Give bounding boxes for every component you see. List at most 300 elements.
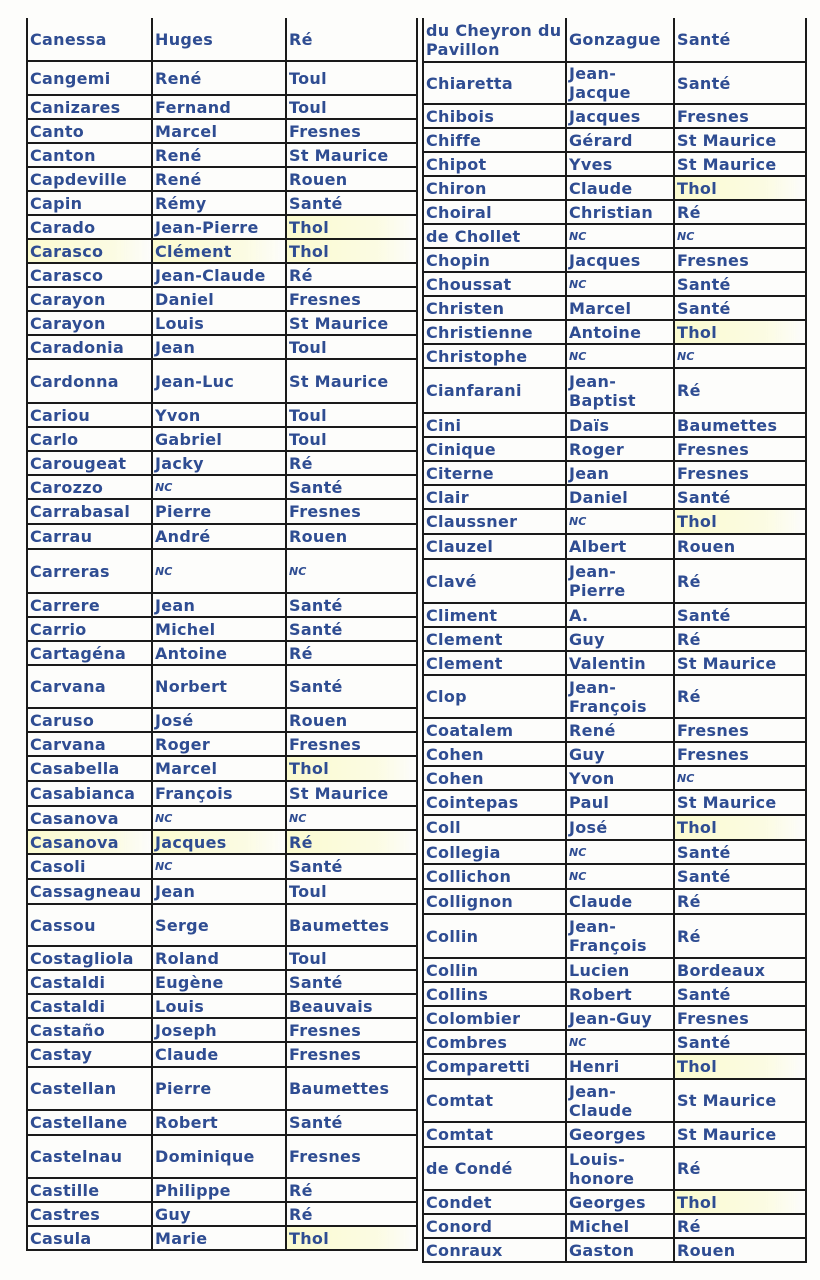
first-name-cell: NC [566,224,674,248]
location-cell: Ré [286,1202,417,1226]
first-name-cell: Gonzague [566,18,674,62]
first-name-cell: Jean [152,879,286,904]
table-row [27,617,417,641]
surname-cell: Chiffe [423,128,566,152]
first-name-cell: Albert [566,534,674,559]
location-cell: Baumettes [286,904,417,946]
location-cell: Ré [674,675,806,718]
first-name-cell: NC [566,840,674,864]
table-row [423,534,806,559]
location-cell: Fresnes [286,1018,417,1042]
location-cell: Ré [674,1147,806,1190]
location-cell: Fresnes [674,461,806,485]
table-row [27,1018,417,1042]
surname-cell: Canessa [27,18,152,61]
surname-cell: Cointepas [423,790,566,815]
table-row [423,815,806,840]
surname-cell: Carvana [27,665,152,708]
surname-cell: Chiron [423,176,566,200]
surname-cell: du Cheyron du Pavillon [423,18,566,62]
location-cell: NC [674,766,806,790]
surname-cell: Choiral [423,200,566,224]
table-row [423,413,806,437]
first-name-cell: Robert [152,1110,286,1135]
first-name-cell: Marcel [152,119,286,143]
first-name-cell: NC [566,344,674,368]
first-name-cell: NC [152,475,286,499]
location-cell: Thol [674,1054,806,1079]
table-row [27,119,417,143]
surname-cell: Christienne [423,320,566,344]
table-row [27,593,417,617]
surname-cell: Climent [423,603,566,627]
first-name-cell: Claude [566,889,674,914]
location-cell: Santé [674,296,806,320]
location-cell: Santé [674,864,806,889]
location-cell: Baumettes [674,413,806,437]
surname-cell: Carrau [27,524,152,549]
location-cell: Ré [286,18,417,61]
table-row [27,239,417,263]
table-row [423,461,806,485]
surname-cell: Costagliola [27,946,152,970]
location-cell: St Maurice [286,143,417,167]
first-name-cell: Serge [152,904,286,946]
first-name-cell: Lucien [566,958,674,982]
surname-cell: Casula [27,1226,152,1250]
first-name-cell: Dominique [152,1135,286,1178]
table-row [27,708,417,732]
first-name-cell: NC [566,509,674,534]
location-cell: Toul [286,95,417,119]
surname-cell: Collignon [423,889,566,914]
surname-cell: Christophe [423,344,566,368]
first-name-cell: René [152,143,286,167]
first-name-cell: Jean [566,461,674,485]
table-row [27,1067,417,1110]
surname-cell: Coll [423,815,566,840]
location-cell: Beauvais [286,994,417,1018]
surname-cell: Christen [423,296,566,320]
table-row [423,1054,806,1079]
location-cell: St Maurice [674,1079,806,1122]
location-cell: Ré [674,914,806,958]
surname-cell: Casanova [27,830,152,854]
location-cell: Fresnes [674,248,806,272]
first-name-cell: Jean-Claude [152,263,286,287]
location-cell: Santé [286,191,417,215]
first-name-cell: Jean-François [566,914,674,958]
surname-cell: Clement [423,651,566,675]
first-name-cell: NC [566,1030,674,1054]
surname-cell: Collichon [423,864,566,889]
location-cell: Fresnes [286,1042,417,1067]
first-name-cell: Pierre [152,499,286,524]
location-cell: Ré [286,263,417,287]
first-name-cell: Louis [152,994,286,1018]
location-cell: Thol [674,509,806,534]
table-row [423,651,806,675]
location-cell: St Maurice [674,651,806,675]
table-row [27,806,417,830]
location-cell: NC [674,224,806,248]
location-cell: Ré [674,1214,806,1238]
surname-cell: Carvana [27,732,152,756]
location-cell: St Maurice [286,311,417,335]
location-cell: NC [674,344,806,368]
location-cell: St Maurice [674,128,806,152]
table-row [423,152,806,176]
first-name-cell: Valentin [566,651,674,675]
table-row [423,437,806,461]
table-row [423,248,806,272]
first-name-cell: Roger [152,732,286,756]
first-name-cell: Jean-Guy [566,1006,674,1030]
first-name-cell: Jean-Pierre [152,215,286,239]
first-name-cell: Louis-honore [566,1147,674,1190]
table-row [423,320,806,344]
surname-cell: Chiaretta [423,62,566,104]
first-name-cell: Norbert [152,665,286,708]
table-row [27,359,417,403]
table-row [423,840,806,864]
table-row [27,1135,417,1178]
table-row [27,335,417,359]
location-cell: Santé [286,1110,417,1135]
table-row [423,509,806,534]
location-cell: Toul [286,946,417,970]
surname-cell: Carrabasal [27,499,152,524]
table-row [423,1122,806,1147]
surname-cell: Canton [27,143,152,167]
surname-cell: Cinique [423,437,566,461]
table-row [423,485,806,509]
surname-cell: Capdeville [27,167,152,191]
surname-cell: Carozzo [27,475,152,499]
surname-cell: Collin [423,914,566,958]
table-row [423,914,806,958]
surname-cell: Conraux [423,1238,566,1262]
location-cell: Thol [286,215,417,239]
first-name-cell: Guy [566,742,674,766]
location-cell: Ré [286,830,417,854]
table-row [27,451,417,475]
table-row [27,1226,417,1250]
location-cell: Fresnes [286,732,417,756]
location-cell: Fresnes [674,742,806,766]
surname-cell: Cini [423,413,566,437]
location-cell: Rouen [286,524,417,549]
table-row [27,1178,417,1202]
table-row [423,200,806,224]
location-cell: Fresnes [674,1006,806,1030]
location-cell: Fresnes [286,499,417,524]
surname-cell: Choussat [423,272,566,296]
location-cell: Thol [286,239,417,263]
first-name-cell: André [152,524,286,549]
first-name-cell: Christian [566,200,674,224]
location-cell: Ré [674,200,806,224]
surname-cell: Canto [27,119,152,143]
location-cell: Rouen [286,167,417,191]
surname-cell: Carrere [27,593,152,617]
table-row [423,224,806,248]
location-cell: Ré [674,889,806,914]
first-name-cell: Daniel [152,287,286,311]
location-cell: Santé [286,970,417,994]
table-row [27,756,417,781]
table-row [27,18,417,61]
surname-cell: Castay [27,1042,152,1067]
first-name-cell: Michel [152,617,286,641]
table-row [27,263,417,287]
table-row [27,854,417,879]
table-row [423,296,806,320]
first-name-cell: Jean-François [566,675,674,718]
surname-cell: Clop [423,675,566,718]
location-cell: Toul [286,61,417,95]
first-name-cell: José [566,815,674,840]
first-name-cell: René [566,718,674,742]
surname-cell: Carougeat [27,451,152,475]
first-name-cell: Gabriel [152,427,286,451]
surname-cell: Carayon [27,287,152,311]
location-cell: Santé [286,854,417,879]
location-cell: St Maurice [674,152,806,176]
first-name-cell: Robert [566,982,674,1006]
first-name-cell: René [152,167,286,191]
first-name-cell: Clément [152,239,286,263]
first-name-cell: Roger [566,437,674,461]
first-name-cell: Claude [566,176,674,200]
location-cell: Santé [286,617,417,641]
surname-cell: Cariou [27,403,152,427]
first-name-cell: Guy [152,1202,286,1226]
location-cell: Santé [674,485,806,509]
surname-cell: Caradonia [27,335,152,359]
table-row [423,1079,806,1122]
table-row [27,994,417,1018]
first-name-cell: Joseph [152,1018,286,1042]
surname-cell: Castaldi [27,994,152,1018]
location-cell: Rouen [674,1238,806,1262]
table-row [423,128,806,152]
first-name-cell: NC [566,864,674,889]
location-cell: Ré [286,451,417,475]
location-cell: Thol [674,1190,806,1214]
location-cell: Ré [286,641,417,665]
table-row [423,559,806,603]
table-row [423,766,806,790]
first-name-cell: Marcel [152,756,286,781]
surname-cell: Castelnau [27,1135,152,1178]
surname-cell: Comtat [423,1122,566,1147]
location-cell: Santé [674,982,806,1006]
location-cell: St Maurice [286,359,417,403]
table-row [423,368,806,413]
table-row [27,879,417,904]
first-name-cell: NC [152,549,286,593]
first-name-cell: Jean [152,593,286,617]
surname-cell: Colombier [423,1006,566,1030]
table-row [27,61,417,95]
surname-cell: Cassagneau [27,879,152,904]
surname-cell: Casoli [27,854,152,879]
first-name-cell: José [152,708,286,732]
location-cell: St Maurice [286,781,417,806]
first-name-cell: Pierre [152,1067,286,1110]
surname-cell: Combres [423,1030,566,1054]
table-row [423,176,806,200]
first-name-cell: Yvon [566,766,674,790]
location-cell: Rouen [286,708,417,732]
first-name-cell: Fernand [152,95,286,119]
first-name-cell: Jean-Jacque [566,62,674,104]
table-row [423,958,806,982]
location-cell: Santé [674,603,806,627]
first-name-cell: NC [152,854,286,879]
first-name-cell: Rémy [152,191,286,215]
table-row [27,641,417,665]
location-cell: Thol [674,815,806,840]
surname-cell: Coatalem [423,718,566,742]
surname-cell: Comtat [423,1079,566,1122]
table-row [423,1238,806,1262]
roster-table-left [26,18,418,1251]
surname-cell: Cianfarani [423,368,566,413]
surname-cell: Cardonna [27,359,152,403]
surname-cell: Carado [27,215,152,239]
surname-cell: Carasco [27,239,152,263]
table-row [423,272,806,296]
surname-cell: Canizares [27,95,152,119]
table-row [423,603,806,627]
table-row [27,143,417,167]
table-row [27,287,417,311]
table-row [423,742,806,766]
surname-cell: Cassou [27,904,152,946]
table-row [27,95,417,119]
first-name-cell: Georges [566,1122,674,1147]
surname-cell: Carayon [27,311,152,335]
table-row [27,665,417,708]
location-cell: Toul [286,879,417,904]
table-row [423,790,806,815]
table-row [27,1202,417,1226]
first-name-cell: Michel [566,1214,674,1238]
surname-cell: Clair [423,485,566,509]
location-cell: Fresnes [674,104,806,128]
table-row [27,904,417,946]
location-cell: St Maurice [674,790,806,815]
table-row [27,191,417,215]
surname-cell: Chibois [423,104,566,128]
first-name-cell: Roland [152,946,286,970]
table-row [423,1030,806,1054]
location-cell: Baumettes [286,1067,417,1110]
table-row [423,864,806,889]
surname-cell: Carrio [27,617,152,641]
first-name-cell: Huges [152,18,286,61]
table-row [423,1147,806,1190]
table-row [27,1042,417,1067]
first-name-cell: Jacques [566,104,674,128]
location-cell: St Maurice [674,1122,806,1147]
location-cell: Santé [286,593,417,617]
first-name-cell: Jean-Claude [566,1079,674,1122]
table-row [423,627,806,651]
table-row [27,215,417,239]
location-cell: Ré [674,627,806,651]
location-cell: Thol [674,176,806,200]
surname-cell: Collegia [423,840,566,864]
table-row [423,1006,806,1030]
location-cell: Fresnes [286,1135,417,1178]
location-cell: Thol [674,320,806,344]
location-cell: Fresnes [674,718,806,742]
surname-cell: Carreras [27,549,152,593]
first-name-cell: Jean [152,335,286,359]
first-name-cell: Paul [566,790,674,815]
surname-cell: Conord [423,1214,566,1238]
first-name-cell: Jacques [566,248,674,272]
first-name-cell: Gaston [566,1238,674,1262]
first-name-cell: Jean-Baptist [566,368,674,413]
table-row [27,781,417,806]
first-name-cell: Jacques [152,830,286,854]
table-row [27,524,417,549]
table-row [423,104,806,128]
surname-cell: Chipot [423,152,566,176]
table-row [27,732,417,756]
first-name-cell: François [152,781,286,806]
surname-cell: Castille [27,1178,152,1202]
table-row [423,344,806,368]
first-name-cell: Jacky [152,451,286,475]
first-name-cell: A. [566,603,674,627]
table-row [27,830,417,854]
surname-cell: Carlo [27,427,152,451]
surname-cell: de Chollet [423,224,566,248]
first-name-cell: NC [152,806,286,830]
surname-cell: Carasco [27,263,152,287]
table-row [423,889,806,914]
surname-cell: Caruso [27,708,152,732]
surname-cell: Cohen [423,742,566,766]
first-name-cell: Gérard [566,128,674,152]
first-name-cell: NC [566,272,674,296]
surname-cell: Casabella [27,756,152,781]
location-cell: Santé [286,475,417,499]
surname-cell: Comparetti [423,1054,566,1079]
table-row [423,62,806,104]
first-name-cell: Daïs [566,413,674,437]
table-row [423,18,806,62]
location-cell: NC [286,549,417,593]
table-row [27,311,417,335]
surname-cell: Claussner [423,509,566,534]
surname-cell: Casanova [27,806,152,830]
location-cell: Santé [674,62,806,104]
surname-cell: Castaldi [27,970,152,994]
surname-cell: Castellan [27,1067,152,1110]
location-cell: Fresnes [674,437,806,461]
table-row [423,718,806,742]
location-cell: Fresnes [286,287,417,311]
first-name-cell: René [152,61,286,95]
first-name-cell: Claude [152,1042,286,1067]
surname-cell: Cartagéna [27,641,152,665]
